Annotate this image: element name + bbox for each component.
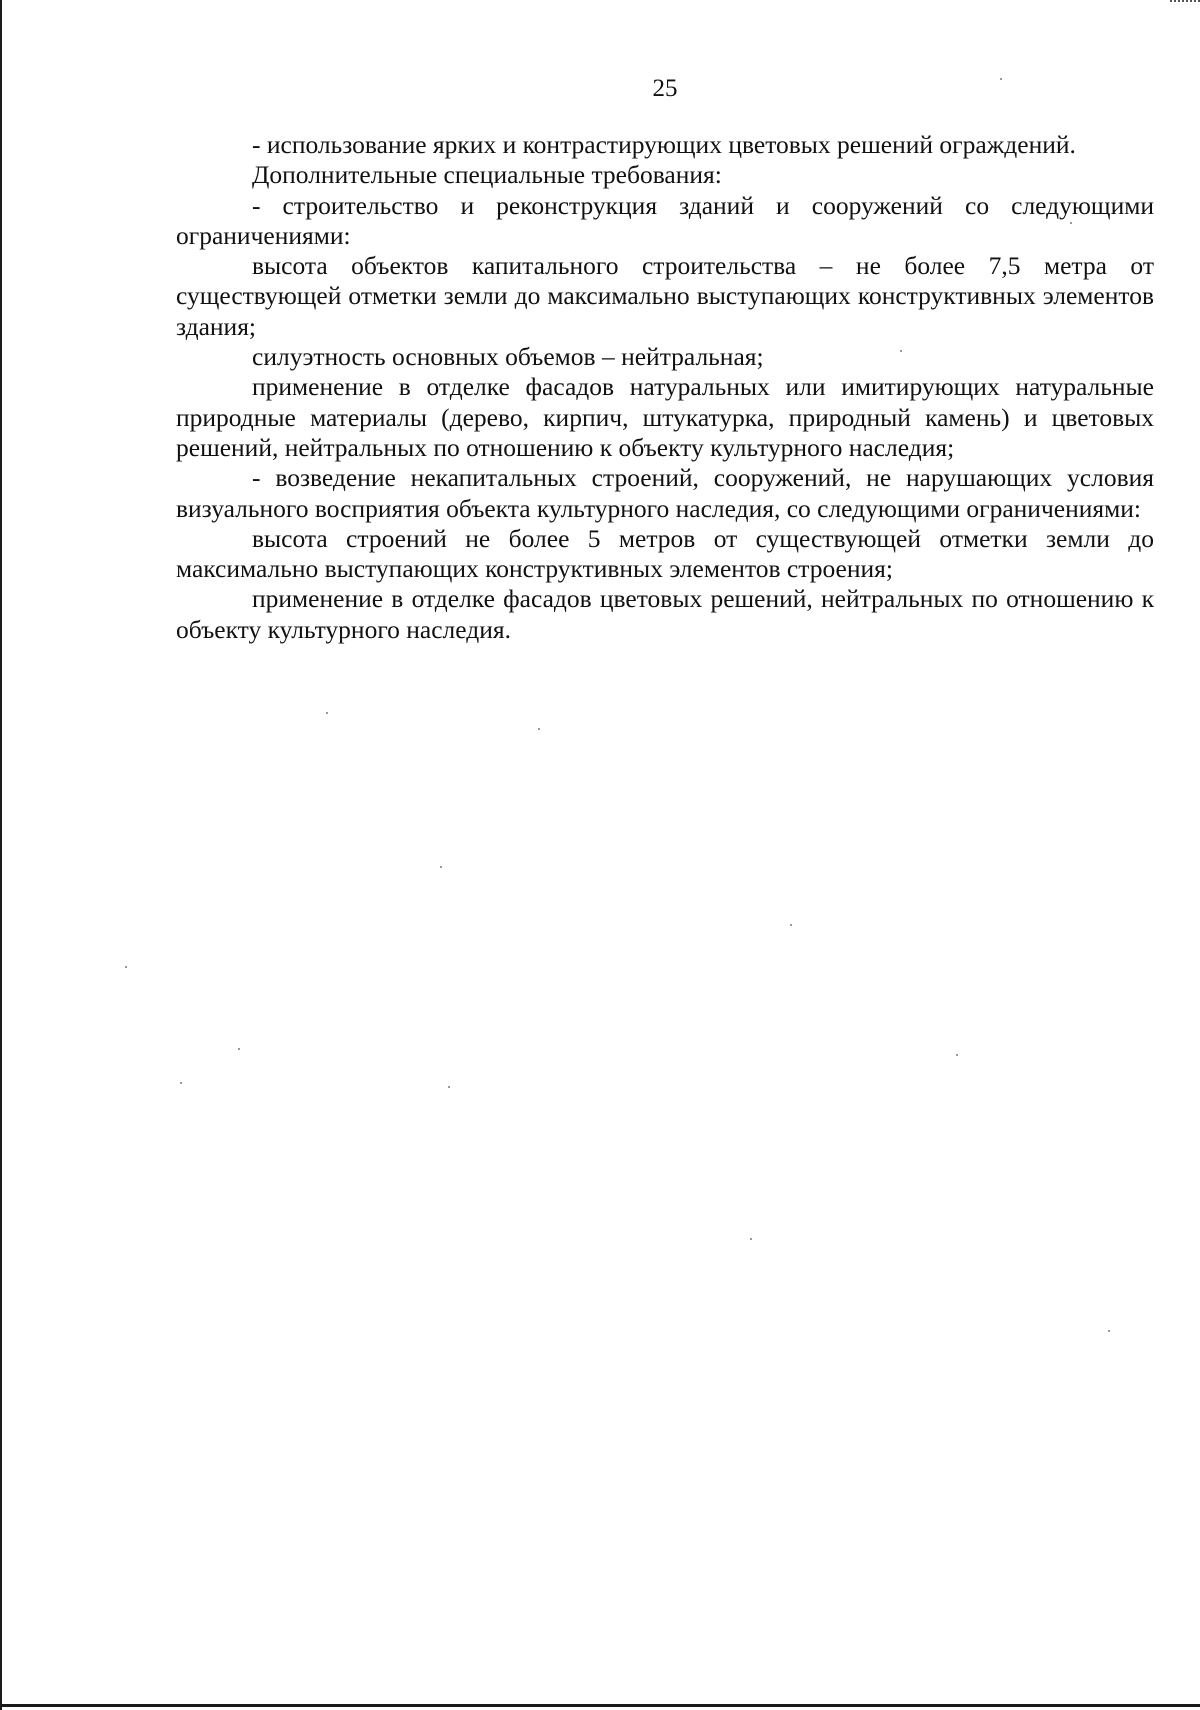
paragraph-silhouette: силуэтность основных объемов – нейтральная; [252,342,764,372]
scan-speck [440,866,442,868]
scan-speck [1070,222,1072,224]
paragraph-construction-restrictions: - строительство и реконструкция зданий и сооружений со следующими ограничениями: [176,190,1154,250]
page-number: 25 [652,75,678,102]
scan-speck [790,924,792,926]
paragraph-bright-fence-colors: - использование ярких и контрастирующих цветовых решений ограждений. [252,130,1076,159]
scan-speck [750,1238,752,1240]
paragraph-additional-requirements: Дополнительные специальные требования: [252,160,722,190]
scan-border-left [0,0,2,1710]
scan-speck [538,728,540,730]
document-body [176,130,1154,645]
scan-speck [180,1082,182,1084]
paragraph-facade-materials: применение в отделке фасадов натуральных или имитирующих натуральные природные материалы (дерево, кирпич, штукатурка, природный камень) и цветовых решений, нейтральных по отношению к объекту культурного наследия; [176,372,1154,462]
paragraph-temporary-structures: - возведение некапитальных строений, сооружений, не нарушающих условия визуального восприятия объекта культурного наследия, со следующими ограничениями: [176,463,1154,523]
scan-speck [900,350,902,352]
scan-border-bottom [0,1704,1200,1707]
paragraph-structure-height: высота строений не более 5 метров от существующей отметки земли до максимально выступающих конструктивных элементов строения; [176,523,1154,584]
scan-speck [238,1048,240,1050]
scan-speck [125,966,127,968]
scan-speck [448,1086,450,1088]
scan-speck [1000,78,1002,80]
scan-speck [956,1054,958,1056]
scan-speck [326,712,328,714]
scan-border-top-right [1170,0,1200,8]
paragraph-facade-colors: применение в отделке фасадов цветовых решений, нейтральных по отношению к объекту культурного наследия. [176,584,1154,644]
paragraph-building-height: высота объектов капитального строительства – не более 7,5 метра от существующей отметки земли до максимально выступающих конструктивных элементов здания; [176,251,1154,341]
scan-speck [1108,1330,1110,1332]
